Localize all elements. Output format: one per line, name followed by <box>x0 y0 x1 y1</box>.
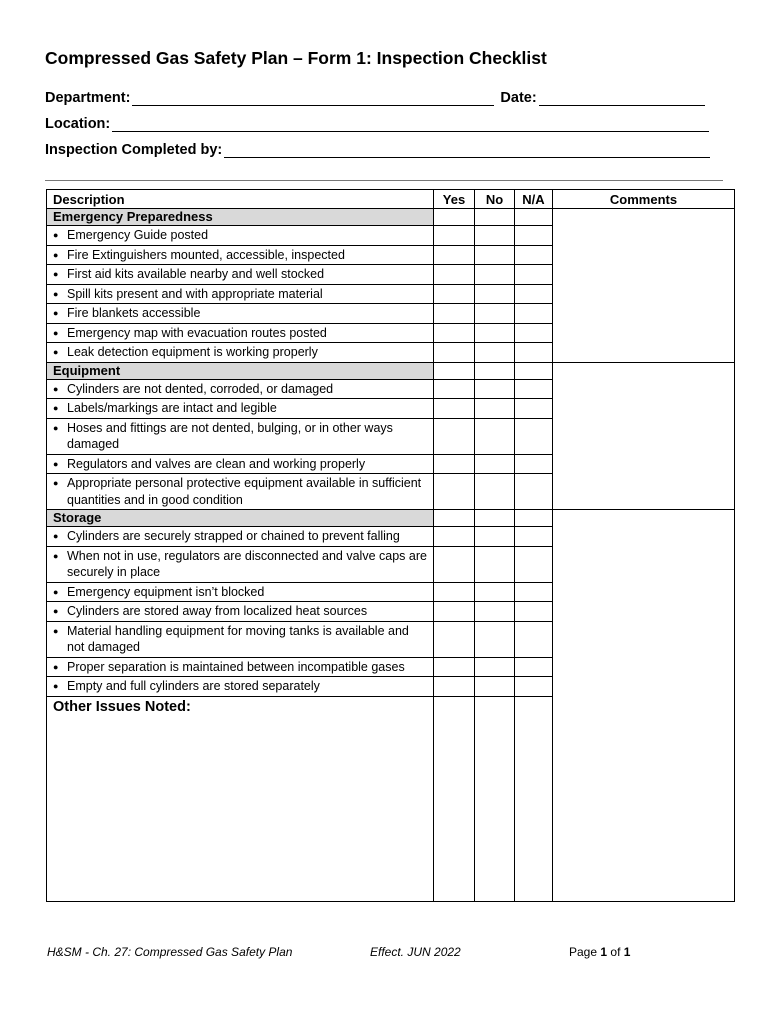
checklist-item: ● Spill kits present and with appropriate material <box>47 284 434 304</box>
na-checkbox[interactable] <box>515 454 553 474</box>
na-checkbox[interactable] <box>515 323 553 343</box>
no-checkbox[interactable] <box>475 379 515 399</box>
checklist-item: ● Regulators and valves are clean and working properly <box>47 454 434 474</box>
yes-checkbox[interactable] <box>434 621 475 657</box>
no-checkbox[interactable] <box>475 602 515 622</box>
department-field[interactable] <box>132 92 494 106</box>
section-title-equipment: Equipment <box>47 362 434 379</box>
section-title-storage: Storage <box>47 510 434 527</box>
inspection-checklist-table <box>46 189 735 902</box>
no-checkbox[interactable] <box>475 657 515 677</box>
yes-checkbox[interactable] <box>434 323 475 343</box>
page-current: 1 <box>600 945 608 959</box>
footer-chapter: H&SM - Ch. 27: Compressed Gas Safety Plan <box>47 945 293 959</box>
comments-header: Comments <box>553 190 735 209</box>
no-checkbox[interactable] <box>475 304 515 324</box>
na-checkbox[interactable] <box>515 582 553 602</box>
completed-by-label: Inspection Completed by: <box>45 142 223 158</box>
yes-checkbox[interactable] <box>434 546 475 582</box>
section-header-row <box>47 362 735 379</box>
footer-page-number <box>569 945 630 959</box>
no-header: No <box>475 190 515 209</box>
separator-line <box>45 180 723 181</box>
yes-checkbox[interactable] <box>434 245 475 265</box>
description-header: Description <box>47 190 434 209</box>
checklist-item: ● Proper separation is maintained between incompatible gases <box>47 657 434 677</box>
checklist-item: ● Labels/markings are intact and legible <box>47 399 434 419</box>
date-field[interactable] <box>539 92 705 106</box>
date-label: Date: <box>500 90 537 106</box>
checklist-item: ● Fire Extinguishers mounted, accessible, inspected <box>47 245 434 265</box>
checklist-item: ● Cylinders are stored away from localized heat sources <box>47 602 434 622</box>
comments-cell-equipment[interactable] <box>553 362 735 510</box>
checklist-item: ● Hoses and fittings are not dented, bulging, or in other ways damaged <box>47 418 434 454</box>
na-checkbox[interactable] <box>515 284 553 304</box>
no-checkbox[interactable] <box>475 226 515 246</box>
no-checkbox[interactable] <box>475 582 515 602</box>
no-checkbox[interactable] <box>475 527 515 547</box>
yes-checkbox[interactable] <box>434 399 475 419</box>
yes-checkbox[interactable] <box>434 602 475 622</box>
no-checkbox[interactable] <box>475 399 515 419</box>
na-checkbox[interactable] <box>515 245 553 265</box>
department-label: Department: <box>45 90 131 106</box>
location-field[interactable] <box>112 118 709 132</box>
checklist-item: ● Cylinders are securely strapped or chained to prevent falling <box>47 527 434 547</box>
yes-checkbox[interactable] <box>434 226 475 246</box>
yes-checkbox[interactable] <box>434 657 475 677</box>
no-checkbox[interactable] <box>475 265 515 285</box>
footer-effective-date: Effect. JUN 2022 <box>370 945 461 959</box>
checklist-item: ● Material handling equipment for moving tanks is available and not damaged <box>47 621 434 657</box>
checklist-item: ● Cylinders are not dented, corroded, or damaged <box>47 379 434 399</box>
na-checkbox[interactable] <box>515 304 553 324</box>
no-checkbox[interactable] <box>475 454 515 474</box>
page-prefix: Page <box>569 945 598 959</box>
yes-header: Yes <box>434 190 475 209</box>
na-checkbox[interactable] <box>515 621 553 657</box>
yes-checkbox[interactable] <box>434 582 475 602</box>
checklist-item: ● Empty and full cylinders are stored separately <box>47 677 434 697</box>
na-checkbox[interactable] <box>515 379 553 399</box>
page-of: of <box>610 945 621 959</box>
checklist-item: ● Emergency Guide posted <box>47 226 434 246</box>
no-checkbox[interactable] <box>475 546 515 582</box>
na-checkbox[interactable] <box>515 657 553 677</box>
no-checkbox[interactable] <box>475 621 515 657</box>
na-checkbox[interactable] <box>515 418 553 454</box>
yes-checkbox[interactable] <box>434 304 475 324</box>
na-checkbox[interactable] <box>515 677 553 697</box>
no-checkbox[interactable] <box>475 323 515 343</box>
no-checkbox[interactable] <box>475 284 515 304</box>
no-checkbox[interactable] <box>475 343 515 363</box>
checklist-item: ● First aid kits available nearby and well stocked <box>47 265 434 285</box>
yes-checkbox[interactable] <box>434 454 475 474</box>
location-row <box>45 112 709 132</box>
completed-by-field[interactable] <box>224 144 710 158</box>
no-checkbox[interactable] <box>475 474 515 510</box>
comments-cell-emergency-preparedness[interactable] <box>553 209 735 363</box>
form-title: Compressed Gas Safety Plan – Form 1: Inspection Checklist <box>45 48 547 68</box>
na-header: N/A <box>515 190 553 209</box>
no-checkbox[interactable] <box>475 245 515 265</box>
yes-checkbox[interactable] <box>434 284 475 304</box>
checklist-item: ● Emergency equipment isn’t blocked <box>47 582 434 602</box>
checklist-item: ● Emergency map with evacuation routes posted <box>47 323 434 343</box>
table-header-row <box>47 190 735 209</box>
na-checkbox[interactable] <box>515 602 553 622</box>
yes-checkbox[interactable] <box>434 343 475 363</box>
yes-checkbox[interactable] <box>434 265 475 285</box>
na-checkbox[interactable] <box>515 474 553 510</box>
page-total: 1 <box>623 945 631 959</box>
section-title-emergency-preparedness: Emergency Preparedness <box>47 209 434 226</box>
na-checkbox[interactable] <box>515 527 553 547</box>
section-header-row <box>47 510 735 527</box>
na-checkbox[interactable] <box>515 399 553 419</box>
section-header-row <box>47 209 735 226</box>
checklist-item: ● Fire blankets accessible <box>47 304 434 324</box>
na-checkbox[interactable] <box>515 343 553 363</box>
checklist-item: ● When not in use, regulators are disconnected and valve caps are securely in place <box>47 546 434 582</box>
comments-cell-storage[interactable] <box>553 510 735 902</box>
completed-by-row <box>45 138 710 158</box>
no-checkbox[interactable] <box>475 677 515 697</box>
yes-checkbox[interactable] <box>434 474 475 510</box>
na-checkbox[interactable] <box>515 265 553 285</box>
yes-checkbox[interactable] <box>434 677 475 697</box>
department-date-row <box>45 86 705 106</box>
other-issues-label[interactable]: Other Issues Noted: <box>47 696 434 901</box>
checklist-item: ● Leak detection equipment is working properly <box>47 343 434 363</box>
yes-checkbox[interactable] <box>434 379 475 399</box>
location-label: Location: <box>45 116 111 132</box>
na-checkbox[interactable] <box>515 226 553 246</box>
no-checkbox[interactable] <box>475 418 515 454</box>
checklist-item: ● Appropriate personal protective equipment available in sufficient quantities and in good condition <box>47 474 434 510</box>
yes-checkbox[interactable] <box>434 527 475 547</box>
na-checkbox[interactable] <box>515 546 553 582</box>
yes-checkbox[interactable] <box>434 418 475 454</box>
